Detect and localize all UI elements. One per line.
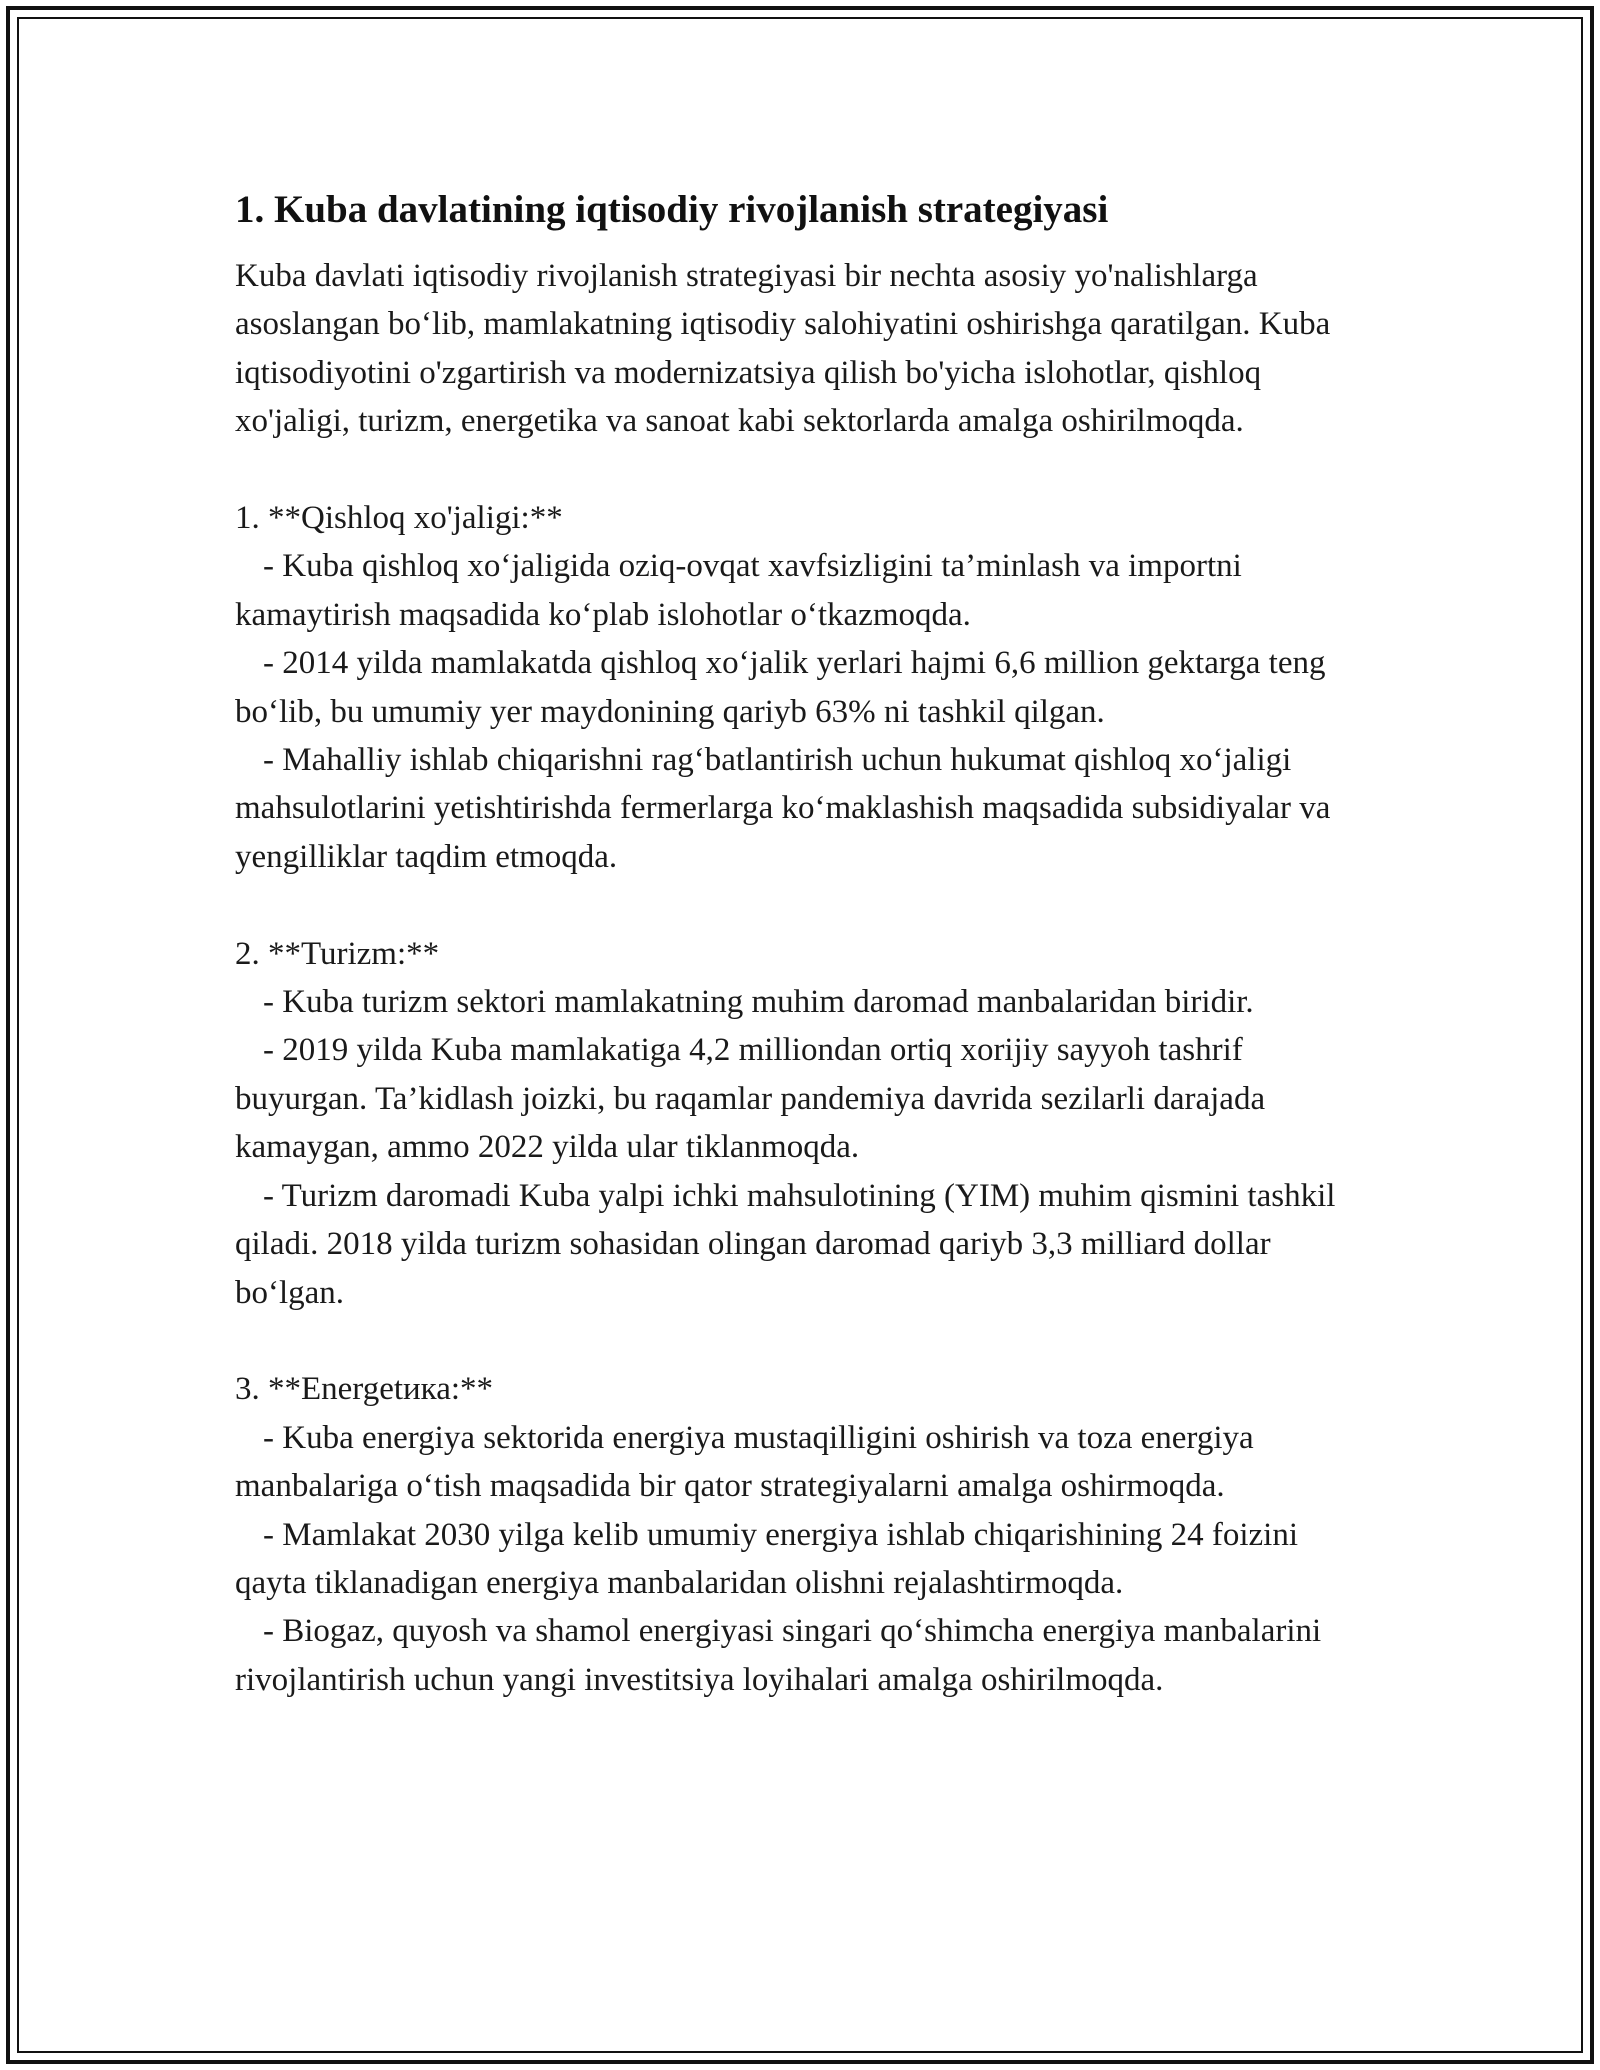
list-item: - Turizm daromadi Kuba yalpi ichki mahsulotining (YIM) muhim qismini tashkil qiladi. 2018 yilda turizm sohasidan olingan daromad qariyb 3,3 milliard dollar bo‘lgan. — [235, 1177, 1336, 1311]
document-title: 1. Kuba davlatining iqtisodiy rivojlanish strategiyasi — [235, 188, 1109, 231]
list-item: - Mamlakat 2030 yilga kelib umumiy energiya ishlab chiqarishining 24 foizini qayta tiklanadigan energiya manbalaridan olishni rejalashtirmoqda. — [235, 1516, 1299, 1601]
list-item: - Kuba energiya sektorida energiya mustaqilligini oshirish va toza energiya manbalariga o‘tish maqsadida bir qator strategiyalarni amalga oshirmoqda. — [235, 1419, 1254, 1505]
paragraph-gap — [235, 881, 1375, 929]
section-energy — [235, 1365, 1375, 1704]
section-heading: 1. **Qishloq xo'jaligi:** — [235, 500, 563, 537]
document-body — [235, 186, 1375, 1704]
list-item: - Mahalliy ishlab chiqarishni rag‘batlantirish uchun hukumat qishloq xo‘jaligi mahsulotlarini yetishtirishda fermerlarga ko‘maklashish maqsadida subsidiyalar va yengilliklar taqdim etmoqda. — [235, 742, 1331, 875]
section-tourism — [235, 930, 1375, 1317]
list-item: - Biogaz, quyosh va shamol energiyasi singari qo‘shimcha energiya manbalarini rivojlantirish uchun yangi investitsiya loyihalari amalga oshirilmoqda. — [235, 1613, 1322, 1698]
intro-paragraph: Kuba davlati iqtisodiy rivojlanish strategiyasi bir nechta asosiy yo'nalishlarga asoslangan bo‘lib, mamlakatning iqtisodiy salohiyatini oshirishga qaratilgan. Kuba iqtisodiyotini o'zgartirish va modernizatsiya qilish bo'yicha islohotlar, qishloq xo'jaligi, turizm, energetika va sanoat kabi sektorlarda amalga oshirilmoqda. — [235, 258, 1331, 440]
section-agriculture — [235, 494, 1375, 881]
list-item: - Kuba qishloq xo‘jaligida oziq-ovqat xavfsizligini ta’minlash va importni kamaytirish maqsadida ko‘plab islohotlar o‘tkazmoqda. — [235, 548, 1242, 633]
section-heading: 2. **Turizm:** — [235, 935, 440, 972]
list-item: - Kuba turizm sektori mamlakatning muhim daromad manbalaridan biridir. — [263, 984, 1254, 1021]
paragraph-gap — [235, 446, 1375, 494]
list-item: - 2019 yilda Kuba mamlakatiga 4,2 milliondan ortiq xorijiy sayyoh tashrif buyurgan. Ta’kidlash joizki, bu raqamlar pandemiya davrida sezilarli darajada kamaygan, ammo 2022 yilda ular tiklanmoqda. — [235, 1032, 1266, 1166]
list-item: - 2014 yilda mamlakatda qishloq xo‘jalik yerlari hajmi 6,6 million gektarga teng bo‘lib, bu umumiy yer maydonining qariyb 63% ni tashkil qilgan. — [235, 645, 1326, 730]
paragraph-gap — [235, 1317, 1375, 1365]
section-heading: 3. **Energetика:** — [235, 1371, 494, 1408]
